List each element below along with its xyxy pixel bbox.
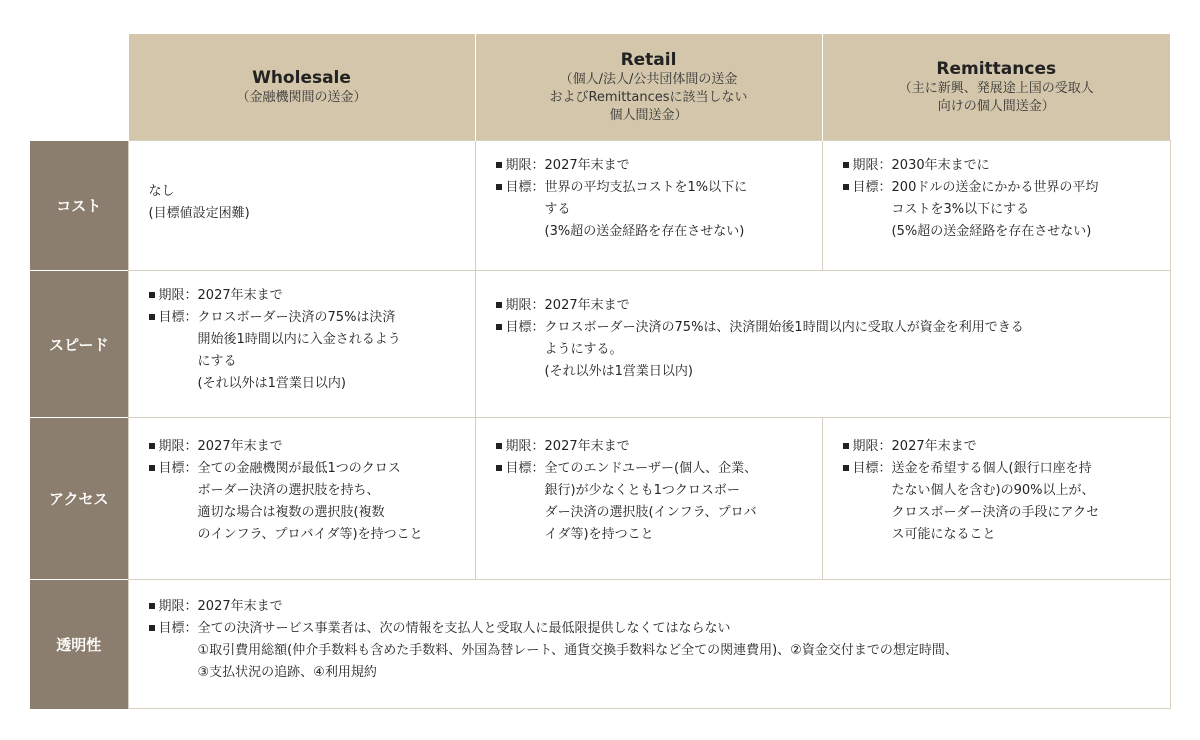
deadline-label: 期限	[505, 298, 532, 313]
transparency-target-1: 全ての決済サービス事業者は、次の情報を支払人と受取人に最低限提供しなくてはならない	[197, 621, 731, 636]
bullet-icon	[496, 465, 502, 471]
colon: ：	[878, 439, 892, 454]
transparency-target-2: ①取引費用総額(仲介手数料も含めた手数料、外国為替レート、通貨交換手数料など全ての関連費用)、②資金交付までの想定時間、	[197, 643, 958, 658]
row-transparency	[30, 580, 1170, 709]
access-remit-target-1: 送金を希望する個人(銀行口座を持	[891, 461, 1092, 476]
colon: ：	[531, 180, 545, 195]
target-label: 目標	[852, 180, 879, 195]
header-retail-sub-3: 個人間送金）	[609, 108, 688, 123]
header-remittances-sub-1: （主に新興、発展途上国の受取人	[898, 81, 1094, 96]
target-label: 目標	[158, 310, 185, 325]
row-access	[30, 418, 1170, 580]
colon: ：	[184, 310, 198, 325]
row-label-cost: コスト	[30, 141, 128, 271]
cell-transparency-all	[128, 580, 1170, 709]
access-remit-target-3: クロスボーダー決済の手段にアクセ	[891, 505, 1100, 520]
cost-remit-target-2: コストを3%以下にする	[891, 202, 1030, 217]
bullet-icon	[149, 465, 155, 471]
cost-wholesale-line-1: なし	[148, 183, 175, 199]
speed-wholesale-target-3: にする	[197, 354, 237, 369]
cell-cost-remittances	[822, 141, 1170, 271]
bullet-icon	[496, 443, 502, 449]
row-label-speed: スピード	[30, 271, 128, 418]
header-remittances-sub-2: 向けの個人間送金）	[937, 99, 1055, 114]
access-remit-deadline: 2027年末まで	[891, 439, 977, 454]
target-label: 目標	[852, 461, 879, 476]
header-retail-title: Retail	[620, 50, 677, 70]
cost-retail-target-2: する	[544, 202, 571, 217]
deadline-label: 期限	[158, 288, 185, 303]
speed-wholesale-target-2: 開始後1時間以内に入金されるよう	[197, 332, 401, 347]
cell-speed-wholesale	[128, 271, 475, 418]
colon: ：	[531, 439, 545, 454]
access-retail-target-4: イダ等)を持つこと	[544, 527, 654, 542]
cost-remit-target-3: (5%超の送金経路を存在させない)	[891, 224, 1092, 239]
access-retail-target-2: 銀行)が少なくとも1つクロスボー	[544, 483, 740, 498]
cell-cost-retail	[475, 141, 822, 271]
colon: ：	[184, 288, 198, 303]
transparency-target-3: ③支払状況の追跡、④利用規約	[197, 665, 377, 680]
transparency-deadline: 2027年末まで	[197, 599, 283, 614]
access-wholesale-target-4: のインフラ、プロバイダ等)を持つこと	[197, 527, 423, 542]
colon: ：	[184, 599, 198, 614]
cell-speed-retail-remittances	[475, 271, 1170, 418]
speed-retail-target-2: ようにする。	[544, 342, 623, 357]
bullet-icon	[496, 324, 502, 330]
row-label-transparency: 透明性	[30, 580, 128, 709]
cost-retail-deadline: 2027年末まで	[544, 158, 630, 173]
colon: ：	[531, 461, 545, 476]
bullet-icon	[496, 162, 502, 168]
bullet-icon	[149, 314, 155, 320]
bullet-icon	[843, 184, 849, 190]
access-retail-deadline: 2027年末まで	[544, 439, 630, 454]
speed-wholesale-deadline: 2027年末まで	[197, 288, 283, 303]
cell-access-retail	[475, 418, 822, 580]
corner-cell	[30, 34, 128, 141]
target-label: 目標	[158, 621, 185, 636]
cost-retail-target-1: 世界の平均支払コストを1%以下に	[544, 180, 748, 195]
target-label: 目標	[505, 320, 532, 335]
goals-table-container	[30, 34, 1170, 708]
colon: ：	[878, 461, 892, 476]
cell-access-remittances	[822, 418, 1170, 580]
header-wholesale	[128, 34, 475, 141]
access-retail-target-3: ダー決済の選択肢(インフラ、プロバ	[544, 505, 757, 520]
colon: ：	[531, 298, 545, 313]
deadline-label: 期限	[158, 599, 185, 614]
access-retail-target-1: 全てのエンドユーザー(個人、企業、	[544, 461, 758, 476]
access-wholesale-target-3: 適切な場合は複数の選択肢(複数	[197, 505, 385, 520]
access-remit-target-2: たない個人を含む)の90%以上が、	[891, 483, 1095, 498]
header-retail-sub-2: およびRemittancesに該当しない	[549, 90, 748, 105]
cost-retail-target-3: (3%超の送金経路を存在させない)	[544, 224, 745, 239]
row-speed	[30, 271, 1170, 418]
header-wholesale-title: Wholesale	[252, 68, 351, 88]
speed-retail-deadline: 2027年末まで	[544, 298, 630, 313]
bullet-icon	[149, 603, 155, 609]
row-cost	[30, 141, 1170, 271]
speed-retail-target-3: (それ以外は1営業日以内)	[544, 364, 693, 379]
header-remittances	[822, 34, 1170, 141]
header-wholesale-sub: （金融機関間の送金）	[236, 90, 367, 105]
cost-remit-deadline: 2030年末までに	[891, 158, 990, 173]
bullet-icon	[149, 625, 155, 631]
speed-wholesale-target-1: クロスボーダー決済の75%は決済	[197, 310, 396, 325]
deadline-label: 期限	[505, 158, 532, 173]
colon: ：	[878, 180, 892, 195]
speed-retail-target-1: クロスボーダー決済の75%は、決済開始後1時間以内に受取人が資金を利用できる	[544, 320, 1024, 335]
colon: ：	[184, 461, 198, 476]
bullet-icon	[149, 443, 155, 449]
target-label: 目標	[505, 180, 532, 195]
access-wholesale-target-1: 全ての金融機関が最低1つのクロス	[197, 461, 401, 476]
cost-wholesale-line-2: (目標値設定困難)	[148, 205, 250, 221]
target-label: 目標	[158, 461, 185, 476]
header-row	[30, 34, 1170, 141]
cell-cost-wholesale	[128, 141, 475, 271]
goals-table	[30, 34, 1171, 709]
bullet-icon	[843, 443, 849, 449]
colon: ：	[878, 158, 892, 173]
deadline-label: 期限	[852, 439, 879, 454]
access-wholesale-deadline: 2027年末まで	[197, 439, 283, 454]
cost-remit-target-1: 200ドルの送金にかかる世界の平均	[891, 180, 1099, 195]
bullet-icon	[496, 302, 502, 308]
speed-wholesale-target-4: (それ以外は1営業日以内)	[197, 376, 346, 391]
deadline-label: 期限	[158, 439, 185, 454]
access-wholesale-target-2: ボーダー決済の選択肢を持ち、	[197, 483, 380, 498]
target-label: 目標	[505, 461, 532, 476]
bullet-icon	[843, 162, 849, 168]
access-remit-target-4: ス可能になること	[891, 527, 996, 542]
bullet-icon	[496, 184, 502, 190]
row-label-access: アクセス	[30, 418, 128, 580]
colon: ：	[531, 320, 545, 335]
cell-access-wholesale	[128, 418, 475, 580]
colon: ：	[531, 158, 545, 173]
deadline-label: 期限	[505, 439, 532, 454]
bullet-icon	[843, 465, 849, 471]
colon: ：	[184, 621, 198, 636]
colon: ：	[184, 439, 198, 454]
deadline-label: 期限	[852, 158, 879, 173]
header-retail	[475, 34, 822, 141]
header-remittances-title: Remittances	[936, 59, 1057, 79]
bullet-icon	[149, 292, 155, 298]
header-retail-sub-1: （個人/法人/公共団体間の送金	[559, 72, 738, 87]
